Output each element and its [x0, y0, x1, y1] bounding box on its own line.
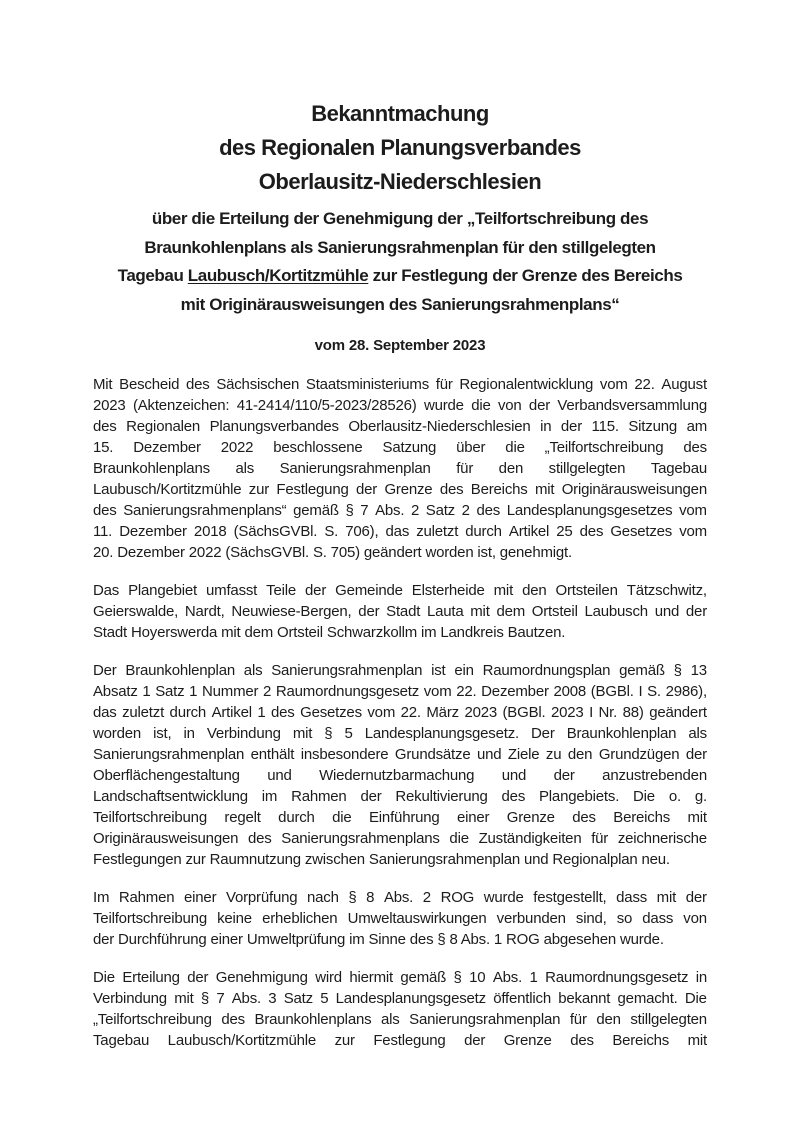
document-title: [93, 97, 707, 199]
text-line: Sanierungsrahmenplan enthält insbesondere Grundsätze und Ziele zu den Grundzügen der: [93, 746, 707, 763]
text-line: Im Rahmen einer Vorprüfung nach § 8 Abs. 2 ROG wurde festgestellt, dass mit der: [93, 889, 707, 906]
text-segment: Tagebau: [117, 266, 188, 285]
text-segment: Braunkohlenplans als Sanierungsrahmenplan für den stillgelegten: [144, 237, 656, 257]
underlined-text: Laubusch/Kortitzmühle: [187, 266, 369, 285]
text-line: 11. Dezember 2018 (SächsGVBl. S. 706), das zuletzt durch Artikel 25 des Gesetzes vom: [93, 523, 707, 540]
text-line: Landschaftsentwicklung im Rahmen der Rekultivierung des Plangebiets. Die o. g.: [93, 788, 707, 805]
text-line: das zuletzt durch Artikel 1 des Gesetzes vom 22. März 2023 (BGBl. 2023 I Nr. 88) geändert: [93, 704, 707, 721]
text-line: 15. Dezember 2022 beschlossene Satzung über die „Teilfortschreibung des: [93, 439, 707, 456]
text-line: Der Braunkohlenplan als Sanierungsrahmenplan ist ein Raumordnungsplan gemäß § 13: [93, 662, 707, 679]
text-line: 20. Dezember 2022 (SächsGVBl. S. 705) geändert worden ist, genehmigt.: [93, 544, 572, 561]
text-line: [93, 234, 707, 263]
text-line: Oberflächengestaltung und Wiedernutzbarmachung und der anzustrebenden: [93, 767, 707, 784]
text-line: des Sanierungsrahmenplans“ gemäß § 7 Abs. 2 Satz 2 des Landesplanungsgesetzes vom: [93, 502, 707, 519]
text-line: Braunkohlenplans als Sanierungsrahmenplan für den stillgelegten Tagebau: [93, 460, 707, 477]
text-line: Oberlausitz-Niederschlesien: [258, 169, 542, 194]
paragraph: [93, 887, 707, 950]
text-line: Geierswalde, Nardt, Neuwiese-Bergen, der Stadt Lauta mit dem Ortsteil Laubusch und der: [93, 603, 707, 620]
text-line: Originärausweisungen des Sanierungsrahmenplans die Zuständigkeiten für zeichnerische: [93, 830, 707, 847]
text-line: Stadt Hoyerswerda mit dem Ortsteil Schwarzkollm im Landkreis Bautzen.: [93, 624, 566, 641]
text-line: [93, 205, 707, 234]
text-line: Absatz 1 Satz 1 Nummer 2 Raumordnungsgesetz vom 22. Dezember 2008 (BGBl. I S. 2986),: [93, 683, 707, 700]
text-line: Verbindung mit § 7 Abs. 3 Satz 5 Landesplanungsgesetz öffentlich bekannt gemacht. Die: [93, 990, 707, 1007]
text-line: „Teilfortschreibung des Braunkohlenplans als Sanierungsrahmenplan für den stillgelegten: [93, 1011, 707, 1028]
text-line: [93, 262, 707, 291]
text-segment: mit Originärausweisungen des Sanierungsrahmenplans“: [180, 294, 620, 314]
paragraph: [93, 660, 707, 870]
text-line: Tagebau Laubusch/Kortitzmühle zur Festlegung der Grenze des Bereichs mit: [93, 1032, 707, 1049]
text-line: Bekanntmachung: [311, 101, 489, 126]
text-line: Das Plangebiet umfasst Teile der Gemeinde Elsterheide mit den Ortsteilen Tätzschwitz,: [93, 582, 707, 599]
paragraph: [93, 967, 707, 1051]
text-line: des Regionalen Planungsverbandes: [219, 135, 581, 160]
text-line: der Durchführung einer Umweltprüfung im Sinne des § 8 Abs. 1 ROG abgesehen wurde.: [93, 931, 664, 948]
text-line: Die Erteilung der Genehmigung wird hiermit gemäß § 10 Abs. 1 Raumordnungsgesetz in: [93, 969, 707, 986]
text-line: des Regionalen Planungsverbandes Oberlausitz-Niederschlesien in der 115. Sitzung am: [93, 418, 707, 435]
text-line: 2023 (Aktenzeichen: 41-2414/110/5-2023/28526) wurde die von der Verbandsversammlung: [93, 397, 707, 414]
document-body: [93, 374, 707, 1051]
text-line: worden ist, in Verbindung mit § 5 Landesplanungsgesetz. Der Braunkohlenplan als: [93, 725, 707, 742]
text-segment: zur Festlegung der Grenze des Bereichs: [368, 266, 683, 285]
text-line: [93, 291, 707, 320]
date-line: vom 28. September 2023: [314, 337, 486, 354]
text-line: Festlegungen zur Raumnutzung zwischen Sanierungsrahmenplan und Regionalplan neu.: [93, 851, 670, 868]
text-line: Teilfortschreibung regelt durch die Einführung einer Grenze des Bereichs mit: [93, 809, 707, 826]
document-subtitle: [93, 205, 707, 319]
paragraph: [93, 580, 707, 643]
text-line: Laubusch/Kortitzmühle zur Festlegung der Grenze des Bereichs mit Originärausweisungen: [93, 481, 707, 498]
paragraph: [93, 374, 707, 563]
text-line: Mit Bescheid des Sächsischen Staatsministeriums für Regionalentwicklung vom 22. August: [93, 376, 707, 393]
text-segment: über die Erteilung der Genehmigung der „Teilfortschreibung des: [151, 209, 649, 228]
text-line: Teilfortschreibung keine erheblichen Umweltauswirkungen verbunden sind, so dass von: [93, 910, 707, 927]
